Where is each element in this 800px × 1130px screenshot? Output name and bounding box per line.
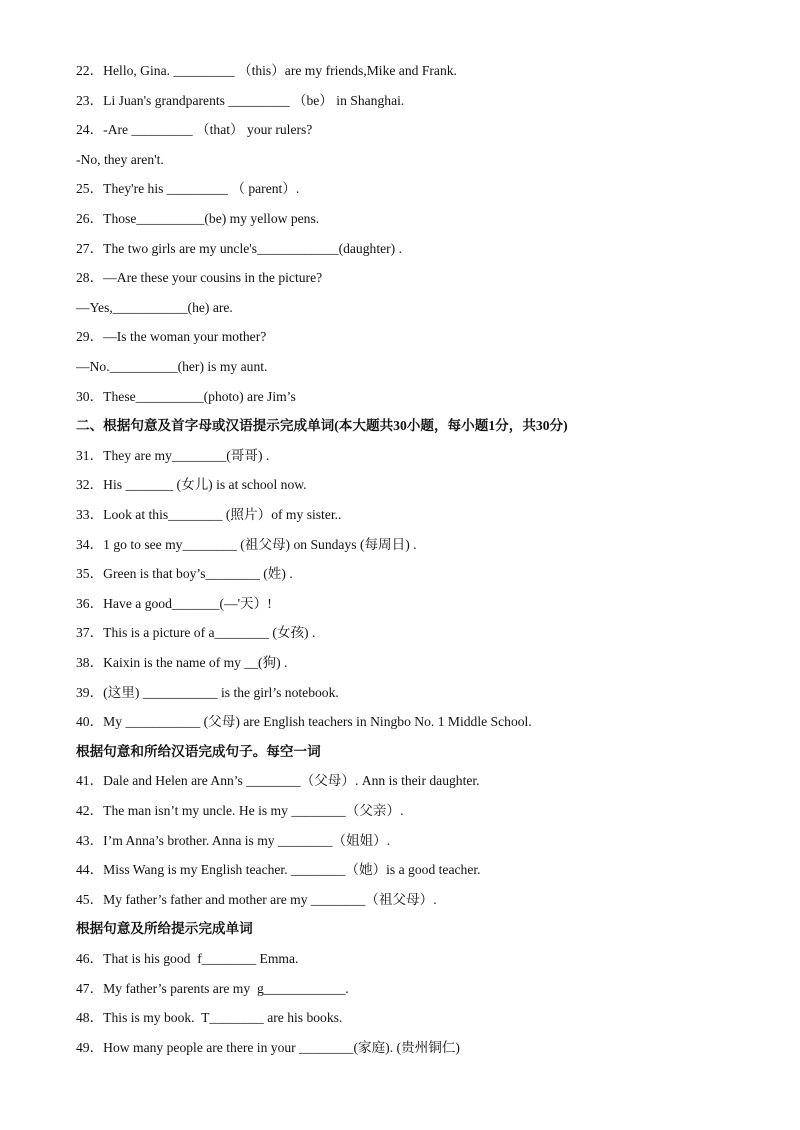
exercise-line: 41．Dale and Helen are Ann’s ________（父母）. Ann is their daughter. <box>76 773 480 788</box>
exercise-line: 28．—Are these your cousins in the picture? <box>76 270 323 285</box>
exercise-line: 47．My father’s parents are my g____________. <box>76 981 349 996</box>
exercise-line: 32．His _______ (女儿) is at school now. <box>76 477 307 492</box>
exercise-line: 42．The man isn’t my uncle. He is my ________（父亲）. <box>76 803 404 818</box>
exercise-line: 43．I’m Anna’s brother. Anna is my ________（姐姐）. <box>76 833 391 848</box>
exercise-line: 30．These__________(photo) are Jim’s <box>76 389 296 404</box>
exercise-line: 33．Look at this________ (照片）of my sister.. <box>76 507 342 522</box>
exercise-line: 36．Have a good_______(—'天）! <box>76 596 272 611</box>
section-heading: 根据句意及所给提示完成单词 <box>76 921 253 936</box>
exercise-line: 26．Those__________(be) my yellow pens. <box>76 211 320 226</box>
exercise-line: 34．1 go to see my________ (祖父母) on Sundays (每周日) . <box>76 537 417 552</box>
section-heading: 根据句意和所给汉语完成句子。每空一词 <box>76 744 321 759</box>
exercise-line: 27．The two girls are my uncle's____________(daughter) . <box>76 241 402 256</box>
exercise-line: 29．—Is the woman your mother? <box>76 329 267 344</box>
exercise-line: 39．(这里) ___________ is the girl’s notebook. <box>76 685 339 700</box>
exercise-line: 37．This is a picture of a________ (女孩) . <box>76 625 316 640</box>
exercise-line: 48．This is my book. T________ are his books. <box>76 1010 343 1025</box>
exercise-line: 38．Kaixin is the name of my __(狗) . <box>76 655 288 670</box>
exercise-line: —No.__________(her) is my aunt. <box>76 359 268 374</box>
exercise-line: 49．How many people are there in your ________(家庭). (贵州铜仁) <box>76 1040 460 1055</box>
exercise-line: 44．Miss Wang is my English teacher. ________（她）is a good teacher. <box>76 862 481 877</box>
exercise-line: 45．My father’s father and mother are my ________（祖父母）. <box>76 892 437 907</box>
exercise-line: 40．My ___________ (父母) are English teachers in Ningbo No. 1 Middle School. <box>76 714 532 729</box>
exercise-line: -No, they aren't. <box>76 152 164 167</box>
exercise-line: 24．-Are _________ （that） your rulers? <box>76 122 313 137</box>
exercise-line: 31．They are my________(哥哥) . <box>76 448 270 463</box>
exercise-line: 25．They're his _________ （ parent）. <box>76 181 300 196</box>
section-heading: 二、根据句意及首字母或汉语提示完成单词(本大题共30小题，每小题1分，共30分) <box>76 418 568 433</box>
exercise-line: 46．That is his good f________ Emma. <box>76 951 299 966</box>
exercise-line: 35．Green is that boy’s________ (姓) . <box>76 566 293 581</box>
exercise-line: 23．Li Juan's grandparents _________ （be） in Shanghai. <box>76 93 405 108</box>
exercise-line: 22．Hello, Gina. _________ （this）are my friends,Mike and Frank. <box>76 63 457 78</box>
exercise-line: —Yes,___________(he) are. <box>76 300 233 315</box>
